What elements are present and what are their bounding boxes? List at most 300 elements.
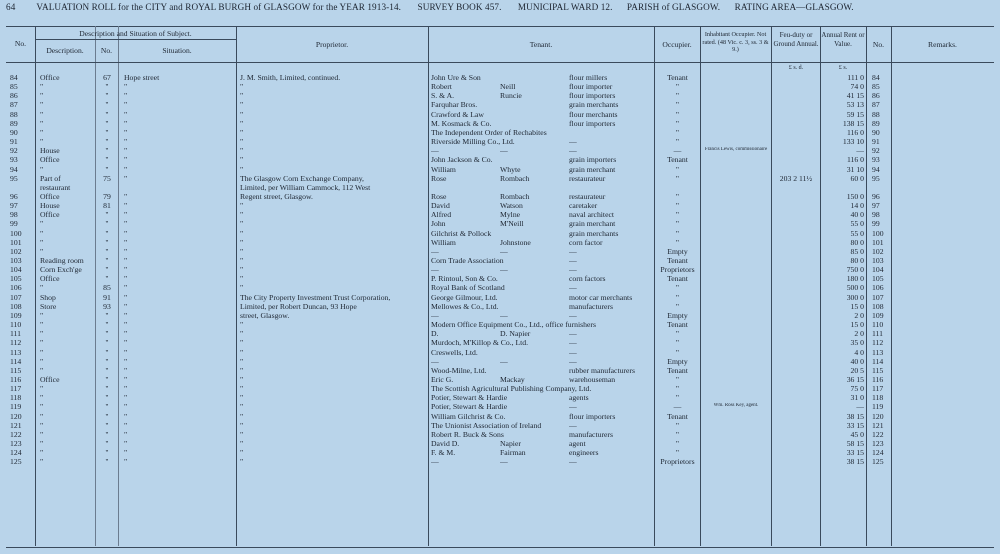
cell-desc: " <box>40 420 44 430</box>
cell-num: " <box>105 256 109 265</box>
municipal-ward: MUNICIPAL WARD 12. <box>517 2 613 12</box>
table-row <box>0 174 1000 183</box>
table-row <box>0 119 1000 128</box>
cell-desc: Reading room <box>40 256 84 265</box>
cell-desc: House <box>40 201 60 211</box>
cell-occ: — <box>569 146 577 156</box>
cell-no: 98 <box>10 210 18 220</box>
cell-desc: restaurant <box>40 182 71 192</box>
cell-rent: 750 0 <box>846 265 864 275</box>
cell-tfirst: Wood-Milne, Ltd. <box>431 365 487 375</box>
cell-rent: 55 0 <box>850 228 864 238</box>
cell-rent: 150 0 <box>846 191 864 201</box>
table-row <box>0 256 1000 265</box>
cell-sit: " <box>124 457 128 467</box>
cell-occ: flour importer <box>569 82 613 92</box>
cell-occ: — <box>569 329 577 339</box>
cell-desc: " <box>40 411 44 421</box>
cell-occupier: " <box>675 191 680 201</box>
cell-rent: 38 15 <box>846 457 864 467</box>
cell-rent: 138 15 <box>842 118 864 128</box>
cell-rent: 40 0 <box>850 210 864 220</box>
cell-sit: " <box>124 274 128 284</box>
cell-desc: " <box>40 429 44 439</box>
cell-desc: Office <box>40 155 60 165</box>
cell-sit: " <box>124 109 128 119</box>
cell-no: 123 <box>10 439 22 448</box>
cell-desc: " <box>40 448 44 458</box>
cell-num: " <box>105 356 109 366</box>
cell-desc: Corn Exch'ge <box>40 265 82 275</box>
cell-prop: " <box>240 109 244 119</box>
cell-num: " <box>105 411 109 421</box>
cell-occ: motor car merchants <box>569 292 633 302</box>
cell-rent: 2 0 <box>854 310 864 320</box>
cell-num: " <box>105 127 109 137</box>
cell-occupier: " <box>675 109 680 119</box>
table-row <box>0 329 1000 338</box>
cell-no: 85 <box>10 82 18 92</box>
cell-no2: 123 <box>872 439 884 448</box>
cell-occ: agents <box>569 393 589 403</box>
cell-desc: " <box>40 310 44 320</box>
cell-prop: " <box>240 237 244 247</box>
cell-rent: 14 0 <box>850 201 864 211</box>
cell-prop: " <box>240 402 244 412</box>
cell-tfirst: — <box>431 246 439 256</box>
cell-desc: Office <box>40 73 60 82</box>
cell-sit: " <box>124 91 128 101</box>
rent-units: £ s. <box>838 65 848 71</box>
cell-no: 111 <box>10 329 21 339</box>
cell-sit: " <box>124 237 128 247</box>
col-header-feu-duty: Feu-duty or Ground Annual. <box>773 31 819 48</box>
cell-occupier: " <box>675 82 680 92</box>
table-row <box>0 375 1000 384</box>
cell-occupier: " <box>675 283 680 293</box>
survey-book: SURVEY BOOK 457. <box>417 2 502 12</box>
cell-occ: caretaker <box>569 201 598 211</box>
cell-rent: 180 0 <box>846 274 864 284</box>
cell-tfirst: Crawford & Law <box>431 109 484 119</box>
cell-tlast: Whyte <box>500 164 521 174</box>
cell-num: " <box>105 137 109 147</box>
cell-occupier: " <box>675 301 680 311</box>
cell-desc: Office <box>40 274 60 284</box>
cell-rent: 74 0 <box>850 82 864 92</box>
cell-no: 101 <box>10 237 22 247</box>
cell-no: 103 <box>10 256 22 265</box>
cell-prop: " <box>240 91 244 101</box>
cell-sit: " <box>124 127 128 137</box>
cell-num: " <box>105 448 109 458</box>
cell-sit: " <box>124 82 128 92</box>
cell-num: " <box>105 146 109 156</box>
cell-no: 113 <box>10 347 22 357</box>
col-header-no-2: No. <box>872 40 885 49</box>
cell-occupier: Tenant <box>667 320 688 330</box>
cell-sit: " <box>124 329 128 339</box>
cell-rent: 55 0 <box>850 219 864 229</box>
cell-occupier: — <box>673 402 682 412</box>
cell-rent: 80 0 <box>850 237 864 247</box>
cell-no2: 86 <box>872 91 880 101</box>
cell-desc: " <box>40 356 44 366</box>
cell-prop: " <box>240 283 244 293</box>
cell-num: 91 <box>103 292 111 302</box>
cell-no2: 108 <box>872 301 884 311</box>
table-row <box>0 302 1000 311</box>
cell-occupier: " <box>675 374 680 384</box>
table-row <box>0 73 1000 82</box>
cell-occupier: " <box>675 292 680 302</box>
cell-no2: 117 <box>872 384 884 394</box>
cell-prop: " <box>240 210 244 220</box>
cell-occ: flour importers <box>569 118 616 128</box>
cell-sit: " <box>124 265 128 275</box>
cell-occ: — <box>569 338 577 348</box>
cell-sit: " <box>124 100 128 110</box>
cell-rent: 33 15 <box>846 448 864 458</box>
cell-no: 124 <box>10 448 22 458</box>
col-header-occupier: Occupier. <box>662 40 692 49</box>
table-row <box>0 439 1000 448</box>
cell-no2: 104 <box>872 265 884 275</box>
cell-desc: " <box>40 365 44 375</box>
cell-no2: 100 <box>872 228 884 238</box>
cell-num: " <box>105 365 109 375</box>
cell-no2: 106 <box>872 283 884 293</box>
cell-no2: 121 <box>872 420 884 430</box>
cell-desc: " <box>40 228 44 238</box>
cell-tfirst: Rose <box>431 173 447 183</box>
cell-prop: " <box>240 127 244 137</box>
table-row <box>0 183 1000 192</box>
cell-num: " <box>105 384 109 394</box>
cell-no2: 89 <box>872 118 880 128</box>
cell-rent: 53 13 <box>846 100 864 110</box>
cell-occupier: " <box>675 329 680 339</box>
cell-rent: 2 0 <box>854 329 864 339</box>
cell-no2: 116 <box>872 374 884 384</box>
cell-num: " <box>105 457 109 467</box>
cell-rent: 20 5 <box>850 365 864 375</box>
cell-occupier: " <box>675 420 680 430</box>
cell-sit: " <box>124 356 128 366</box>
table-row <box>0 421 1000 430</box>
cell-rent: 40 0 <box>850 356 864 366</box>
cell-desc: " <box>40 82 44 92</box>
cell-tfirst: Royal Bank of Scotland <box>431 283 505 293</box>
cell-num: " <box>105 246 109 256</box>
cell-num: 93 <box>103 301 111 311</box>
cell-tfirst: — <box>431 310 439 320</box>
cell-prop: " <box>240 118 244 128</box>
table-row <box>0 146 1000 155</box>
table-row <box>0 165 1000 174</box>
cell-desc: Office <box>40 374 60 384</box>
cell-inhab: Wm. Ross Key, agent. <box>713 403 759 409</box>
cell-no2: 113 <box>872 347 884 357</box>
cell-sit: " <box>124 347 128 357</box>
cell-desc: Office <box>40 191 60 201</box>
cell-desc: " <box>40 137 44 147</box>
cell-sit: " <box>124 219 128 229</box>
cell-desc: " <box>40 246 44 256</box>
cell-num: " <box>105 329 109 339</box>
cell-desc: " <box>40 237 44 247</box>
cell-sit: " <box>124 210 128 220</box>
cell-sit: " <box>124 338 128 348</box>
cell-prop: " <box>240 246 244 256</box>
cell-num: " <box>105 91 109 101</box>
table-row <box>0 201 1000 210</box>
cell-no2: 122 <box>872 429 884 439</box>
cell-num: 85 <box>103 283 111 293</box>
cell-no2: 119 <box>872 402 884 412</box>
cell-occupier: " <box>675 448 680 458</box>
cell-no: 93 <box>10 155 18 165</box>
cell-no2: 111 <box>872 329 883 339</box>
cell-no: 105 <box>10 274 22 284</box>
cell-no: 115 <box>10 365 22 375</box>
cell-occ: flour importers <box>569 91 616 101</box>
cell-occupier: " <box>675 439 680 448</box>
table-row <box>0 110 1000 119</box>
cell-prop: " <box>240 228 244 238</box>
cell-num: " <box>105 210 109 220</box>
table-row <box>0 402 1000 411</box>
cell-occ: grain merchant <box>569 219 616 229</box>
cell-tlast: Watson <box>500 201 523 211</box>
cell-occ: grain merchants <box>569 228 619 238</box>
cell-prop: " <box>240 82 244 92</box>
cell-prop: The City Property Investment Trust Corporation, <box>240 292 391 302</box>
cell-occ: flour importers <box>569 411 616 421</box>
table-row <box>0 238 1000 247</box>
cell-tfirst: Alfred <box>431 210 452 220</box>
cell-sit: " <box>124 137 128 147</box>
cell-desc: House <box>40 146 60 156</box>
cell-occupier: " <box>675 237 680 247</box>
cell-prop: " <box>240 256 244 265</box>
page-number: 64 <box>6 2 16 12</box>
cell-tfirst: Modern Office Equipment Co., Ltd., office furnishers <box>431 320 596 330</box>
cell-tfirst: David D. <box>431 439 460 448</box>
cell-tfirst: Robert R. Buck & Sons <box>431 429 504 439</box>
cell-no: 125 <box>10 457 22 467</box>
cell-no: 102 <box>10 246 22 256</box>
cell-no: 88 <box>10 109 18 119</box>
cell-no2: 95 <box>872 173 880 183</box>
cell-num: " <box>105 374 109 384</box>
cell-no: 97 <box>10 201 18 211</box>
cell-prop: J. M. Smith, Limited, continued. <box>240 73 341 82</box>
cell-occ: — <box>569 310 577 320</box>
cell-sit: " <box>124 283 128 293</box>
cell-prop: " <box>240 164 244 174</box>
table-row <box>0 311 1000 320</box>
cell-no2: 88 <box>872 109 880 119</box>
table-row <box>0 320 1000 329</box>
cell-sit: " <box>124 384 128 394</box>
cell-no2: 93 <box>872 155 880 165</box>
cell-prop: " <box>240 329 244 339</box>
cell-no2: 92 <box>872 146 880 156</box>
table-row <box>0 457 1000 466</box>
table-row <box>0 293 1000 302</box>
cell-prop: " <box>240 265 244 275</box>
col-header-inhabitant: Inhabitant Occupier. Not rated. (48 Vic. c. 3, ss. 3 & 9.) <box>702 31 769 53</box>
cell-desc: Part of <box>40 173 61 183</box>
cell-tlast: — <box>500 356 508 366</box>
col-header-description: Description. <box>46 46 84 55</box>
cell-num: " <box>105 82 109 92</box>
cell-tfirst: — <box>431 265 439 275</box>
table-row <box>0 430 1000 439</box>
cell-occ: grain merchants <box>569 100 619 110</box>
cell-occupier: " <box>675 393 680 403</box>
cell-tfirst: Farquhar Bros. <box>431 100 478 110</box>
cell-num: " <box>105 265 109 275</box>
cell-no: 119 <box>10 402 22 412</box>
cell-occ: agent <box>569 439 586 448</box>
cell-prop: Regent street, Glasgow. <box>240 191 313 201</box>
cell-sit: " <box>124 292 128 302</box>
cell-occ: — <box>569 137 577 147</box>
cell-no: 118 <box>10 393 22 403</box>
cell-prop: " <box>240 439 244 448</box>
cell-desc: " <box>40 100 44 110</box>
cell-no2: 94 <box>872 164 880 174</box>
cell-desc: " <box>40 384 44 394</box>
cell-occ: manufacturers <box>569 301 613 311</box>
cell-tlast: Rombach <box>500 191 530 201</box>
cell-tfirst: Robert <box>431 82 452 92</box>
cell-no: 110 <box>10 320 22 330</box>
cell-prop: " <box>240 356 244 366</box>
cell-occupier: Proprietors <box>660 457 695 467</box>
cell-prop: " <box>240 320 244 330</box>
cell-sit: " <box>124 439 128 448</box>
col-header-situation: Situation. <box>162 46 192 55</box>
cell-occupier: " <box>675 210 680 220</box>
cell-prop: " <box>240 137 244 147</box>
cell-rent: 58 15 <box>846 439 864 448</box>
header-divider <box>35 39 236 40</box>
cell-prop: " <box>240 338 244 348</box>
cell-num: " <box>105 320 109 330</box>
cell-occupier: Tenant <box>667 274 688 284</box>
cell-occupier: Tenant <box>667 365 688 375</box>
cell-num: " <box>105 219 109 229</box>
cell-no: 91 <box>10 137 18 147</box>
cell-occupier: " <box>675 100 680 110</box>
cell-occupier: " <box>675 347 680 357</box>
cell-no2: 96 <box>872 191 880 201</box>
cell-no2: 99 <box>872 219 880 229</box>
table-row <box>0 412 1000 421</box>
cell-inhab: Francis Lewis, commissionaire <box>704 147 768 153</box>
cell-num: " <box>105 237 109 247</box>
cell-tlast: — <box>500 310 508 320</box>
cell-tlast: Fairman <box>500 448 526 458</box>
cell-no: 100 <box>10 228 22 238</box>
cell-no2: 85 <box>872 82 880 92</box>
cell-no: 95 <box>10 173 18 183</box>
table-row <box>0 247 1000 256</box>
cell-prop: Limited, per William Cammock, 112 West <box>240 182 371 192</box>
cell-tfirst: Murdoch, M'Killop & Co., Ltd. <box>431 338 529 348</box>
cell-tfirst: Rose <box>431 191 447 201</box>
cell-occ: corn factor <box>569 237 603 247</box>
cell-tlast: M'Neill <box>500 219 524 229</box>
cell-occ: manufacturers <box>569 429 613 439</box>
cell-rent: — <box>856 402 864 412</box>
cell-occupier: Empty <box>667 246 688 256</box>
cell-desc: " <box>40 439 44 448</box>
cell-desc: " <box>40 329 44 339</box>
cell-tlast: — <box>500 457 508 467</box>
cell-no: 122 <box>10 429 22 439</box>
cell-tfirst: — <box>431 356 439 366</box>
cell-no: 87 <box>10 100 18 110</box>
cell-num: " <box>105 109 109 119</box>
cell-sit: " <box>124 420 128 430</box>
cell-desc: " <box>40 127 44 137</box>
cell-occupier: " <box>675 91 680 101</box>
cell-no2: 118 <box>872 393 884 403</box>
cell-no2: 103 <box>872 256 884 265</box>
cell-occupier: Proprietors <box>660 265 695 275</box>
cell-desc: Store <box>40 301 57 311</box>
cell-tfirst: Corn Trade Association <box>431 256 504 265</box>
cell-no2: 91 <box>872 137 880 147</box>
cell-occ: corn factors <box>569 274 606 284</box>
cell-prop: " <box>240 411 244 421</box>
cell-no2: 124 <box>872 448 884 458</box>
col-header-street-no: No. <box>100 46 113 55</box>
cell-sit: " <box>124 374 128 384</box>
cell-tfirst: Creswells, Ltd. <box>431 347 478 357</box>
cell-no2: 115 <box>872 365 884 375</box>
col-header-remarks: Remarks. <box>928 40 957 49</box>
cell-tfirst: William Gilchrist & Co. <box>431 411 506 421</box>
cell-rent: 85 0 <box>850 246 864 256</box>
cell-occ: — <box>569 347 577 357</box>
cell-desc: " <box>40 283 44 293</box>
cell-rent: 116 0 <box>846 127 864 137</box>
cell-occ: — <box>569 356 577 366</box>
cell-occ: — <box>569 265 577 275</box>
cell-no2: 97 <box>872 201 880 211</box>
cell-occ: engineers <box>569 448 599 458</box>
cell-prop: The Glasgow Corn Exchange Company, <box>240 173 364 183</box>
cell-desc: " <box>40 347 44 357</box>
cell-tfirst: Potier, Stewart & Hardie <box>431 393 508 403</box>
cell-prop: " <box>240 201 244 211</box>
cell-tlast: — <box>500 246 508 256</box>
cell-prop: " <box>240 146 244 156</box>
cell-num: " <box>105 402 109 412</box>
cell-no2: 84 <box>872 73 880 82</box>
cell-tfirst: F. & M. <box>431 448 456 458</box>
cell-no: 109 <box>10 310 22 320</box>
cell-tfirst: David <box>431 201 450 211</box>
cell-occ: flour merchants <box>569 109 618 119</box>
cell-tfirst: Mellowes & Co., Ltd. <box>431 301 499 311</box>
cell-prop: " <box>240 155 244 165</box>
